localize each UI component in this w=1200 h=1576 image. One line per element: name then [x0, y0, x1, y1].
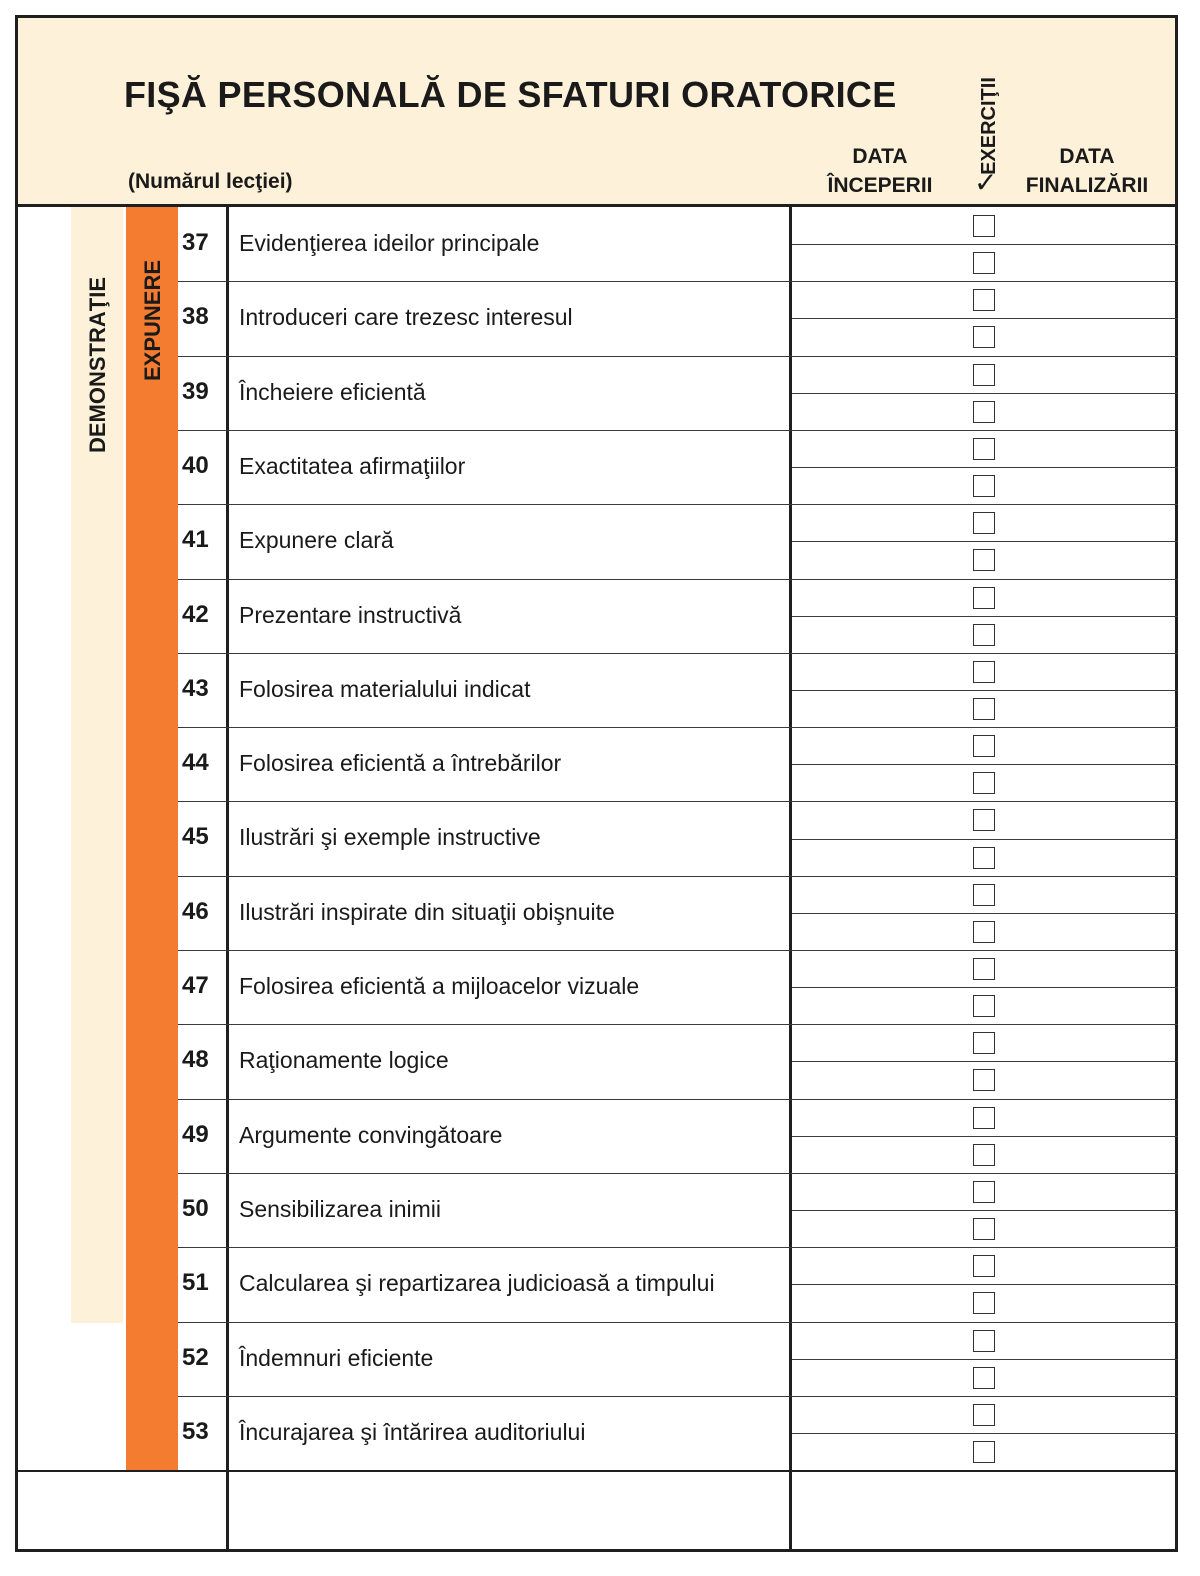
lesson-title: Folosirea eficientă a întrebărilor — [239, 750, 562, 777]
lesson-row — [178, 876, 788, 950]
lesson-number: 41 — [182, 526, 209, 554]
lesson-title: Îndemnuri eficiente — [239, 1344, 434, 1371]
exercise-checkbox[interactable] — [973, 1330, 995, 1352]
date-line — [792, 987, 1178, 988]
exercise-checkbox[interactable] — [973, 698, 995, 720]
end-date-header-line2: FINALIZĂRII — [1025, 174, 1149, 197]
lesson-number: 44 — [182, 749, 209, 777]
exercise-checkbox[interactable] — [973, 1292, 995, 1314]
date-line — [792, 318, 1178, 319]
lesson-row — [178, 281, 788, 355]
date-line — [792, 1359, 1178, 1360]
lesson-title: Prezentare instructivă — [239, 601, 462, 628]
exercise-checkbox[interactable] — [973, 475, 995, 497]
lesson-number: 49 — [182, 1120, 209, 1148]
lesson-row — [178, 727, 788, 801]
exercise-checkbox[interactable] — [973, 252, 995, 274]
lesson-title: Exactitatea afirmaţiilor — [239, 452, 466, 479]
lesson-row — [178, 504, 788, 578]
exercise-checkbox[interactable] — [973, 958, 995, 980]
date-line — [792, 727, 1178, 728]
lesson-number: 52 — [182, 1343, 209, 1371]
exercise-checkbox[interactable] — [973, 772, 995, 794]
lesson-number-caption: (Numărul lecţiei) — [128, 170, 293, 193]
lesson-row — [178, 1322, 788, 1396]
lesson-number: 45 — [182, 823, 209, 851]
date-line — [792, 1173, 1178, 1174]
exercise-checkbox[interactable] — [973, 1107, 995, 1129]
date-line — [792, 1284, 1178, 1285]
lesson-row — [178, 950, 788, 1024]
exercise-checkbox[interactable] — [973, 1367, 995, 1389]
lesson-number: 47 — [182, 972, 209, 999]
lesson-number: 51 — [182, 1269, 209, 1297]
exercise-checkbox[interactable] — [973, 847, 995, 869]
lesson-number: 48 — [182, 1046, 209, 1074]
lesson-title: Argumente convingătoare — [239, 1121, 503, 1148]
lesson-number: 53 — [182, 1417, 209, 1445]
exercise-checkbox[interactable] — [973, 1218, 995, 1240]
lesson-number: 39 — [182, 377, 209, 405]
date-line — [792, 876, 1178, 877]
exercise-checkbox[interactable] — [973, 549, 995, 571]
exercise-checkbox[interactable] — [973, 1404, 995, 1426]
lesson-row — [178, 430, 788, 504]
lesson-title: Introduceri care trezesc interesul — [239, 304, 573, 331]
lesson-title: Încheiere eficientă — [239, 378, 426, 405]
date-line — [792, 579, 1178, 580]
lesson-title: Ilustrări inspirate din situaţii obişnuite — [239, 898, 615, 925]
exercise-checkbox[interactable] — [973, 921, 995, 943]
exercise-checkbox[interactable] — [973, 1069, 995, 1091]
date-line — [792, 393, 1178, 394]
date-line — [792, 1061, 1178, 1062]
lesson-title: Calcularea şi repartizarea judicioasă a timpului — [239, 1270, 715, 1297]
lesson-row — [178, 356, 788, 430]
lesson-row — [178, 1247, 788, 1321]
date-line — [792, 839, 1178, 840]
date-line — [792, 1024, 1178, 1025]
lesson-title: Raţionamente logice — [239, 1047, 449, 1074]
date-line — [792, 1136, 1178, 1137]
exercise-checkbox[interactable] — [973, 1032, 995, 1054]
lesson-title: Folosirea materialului indicat — [239, 675, 531, 702]
exercise-checkbox[interactable] — [973, 1441, 995, 1463]
date-line — [792, 690, 1178, 691]
page-title: FIŞĂ PERSONALĂ DE SFATURI ORATORICE — [124, 74, 897, 115]
lesson-number: 50 — [182, 1194, 209, 1222]
date-line — [792, 430, 1178, 431]
exercise-checkbox[interactable] — [973, 512, 995, 534]
expunere-label: EXPUNERE — [140, 259, 165, 381]
date-line — [792, 764, 1178, 765]
lesson-title: Expunere clară — [239, 527, 394, 554]
exercise-checkbox[interactable] — [973, 326, 995, 348]
exercise-checkbox[interactable] — [973, 995, 995, 1017]
date-line — [792, 653, 1178, 654]
exercise-checkbox[interactable] — [973, 661, 995, 683]
exercise-checkbox[interactable] — [973, 735, 995, 757]
advice-sheet — [15, 15, 1178, 1552]
lesson-title: Folosirea eficientă a mijloacelor vizuale — [239, 973, 640, 999]
lesson-number: 46 — [182, 897, 209, 925]
lesson-number: 37 — [182, 229, 209, 256]
date-line — [792, 356, 1178, 357]
date-line — [792, 1433, 1178, 1434]
lesson-title: Ilustrări şi exemple instructive — [239, 824, 541, 851]
lesson-number: 40 — [182, 451, 209, 479]
date-line — [792, 1099, 1178, 1100]
lesson-row — [178, 1173, 788, 1247]
lesson-row — [178, 801, 788, 875]
exercise-checkbox[interactable] — [973, 289, 995, 311]
exercise-checkbox[interactable] — [973, 1144, 995, 1166]
table-bottom-line — [18, 1470, 1178, 1472]
exercise-checkbox[interactable] — [973, 624, 995, 646]
exercise-checkbox[interactable] — [973, 1255, 995, 1277]
lesson-row — [178, 653, 788, 727]
date-line — [792, 950, 1178, 951]
exercise-checkbox[interactable] — [973, 401, 995, 423]
expunere-band — [126, 207, 178, 1470]
lesson-row — [178, 1099, 788, 1173]
start-date-header-line1: DATA — [852, 145, 908, 168]
exercises-header-label: EXERCIŢII — [978, 77, 1000, 175]
lesson-row — [178, 579, 788, 653]
date-line — [792, 1210, 1178, 1211]
date-line — [792, 1322, 1178, 1323]
exercise-checkbox[interactable] — [973, 215, 995, 237]
date-line — [792, 504, 1178, 505]
date-line — [792, 467, 1178, 468]
lesson-number: 42 — [182, 600, 209, 628]
date-line — [792, 1247, 1178, 1248]
lesson-title: Încurajarea şi întărirea auditoriului — [239, 1418, 586, 1445]
lesson-title: Sensibilizarea inimii — [239, 1195, 441, 1222]
end-date-header — [1021, 142, 1153, 200]
lesson-row — [178, 1024, 788, 1098]
dates-column-divider — [789, 207, 792, 1552]
exercise-checkbox[interactable] — [973, 1181, 995, 1203]
date-line — [792, 281, 1178, 282]
lesson-row — [178, 207, 788, 281]
exercise-checkbox[interactable] — [973, 884, 995, 906]
lesson-number: 38 — [182, 303, 209, 331]
start-date-header-line2: ÎNCEPERII — [827, 174, 933, 197]
end-date-header-line1: DATA — [1059, 145, 1115, 168]
exercise-checkbox[interactable] — [973, 587, 995, 609]
demonstratie-label: DEMONSTRAŢIE — [85, 277, 110, 453]
date-line — [792, 801, 1178, 802]
exercise-checkbox[interactable] — [973, 809, 995, 831]
date-line — [792, 1396, 1178, 1397]
date-line — [792, 616, 1178, 617]
date-line — [792, 244, 1178, 245]
checkmark-icon: ✓ — [974, 167, 998, 198]
sheet-header — [18, 18, 1175, 207]
exercise-checkbox[interactable] — [973, 364, 995, 386]
lesson-row — [178, 1396, 788, 1470]
start-date-header — [824, 142, 936, 200]
date-line — [792, 541, 1178, 542]
date-line — [792, 913, 1178, 914]
exercise-checkbox[interactable] — [973, 438, 995, 460]
lesson-number: 43 — [182, 674, 209, 702]
lesson-title: Evidenţierea ideilor principale — [239, 230, 540, 256]
